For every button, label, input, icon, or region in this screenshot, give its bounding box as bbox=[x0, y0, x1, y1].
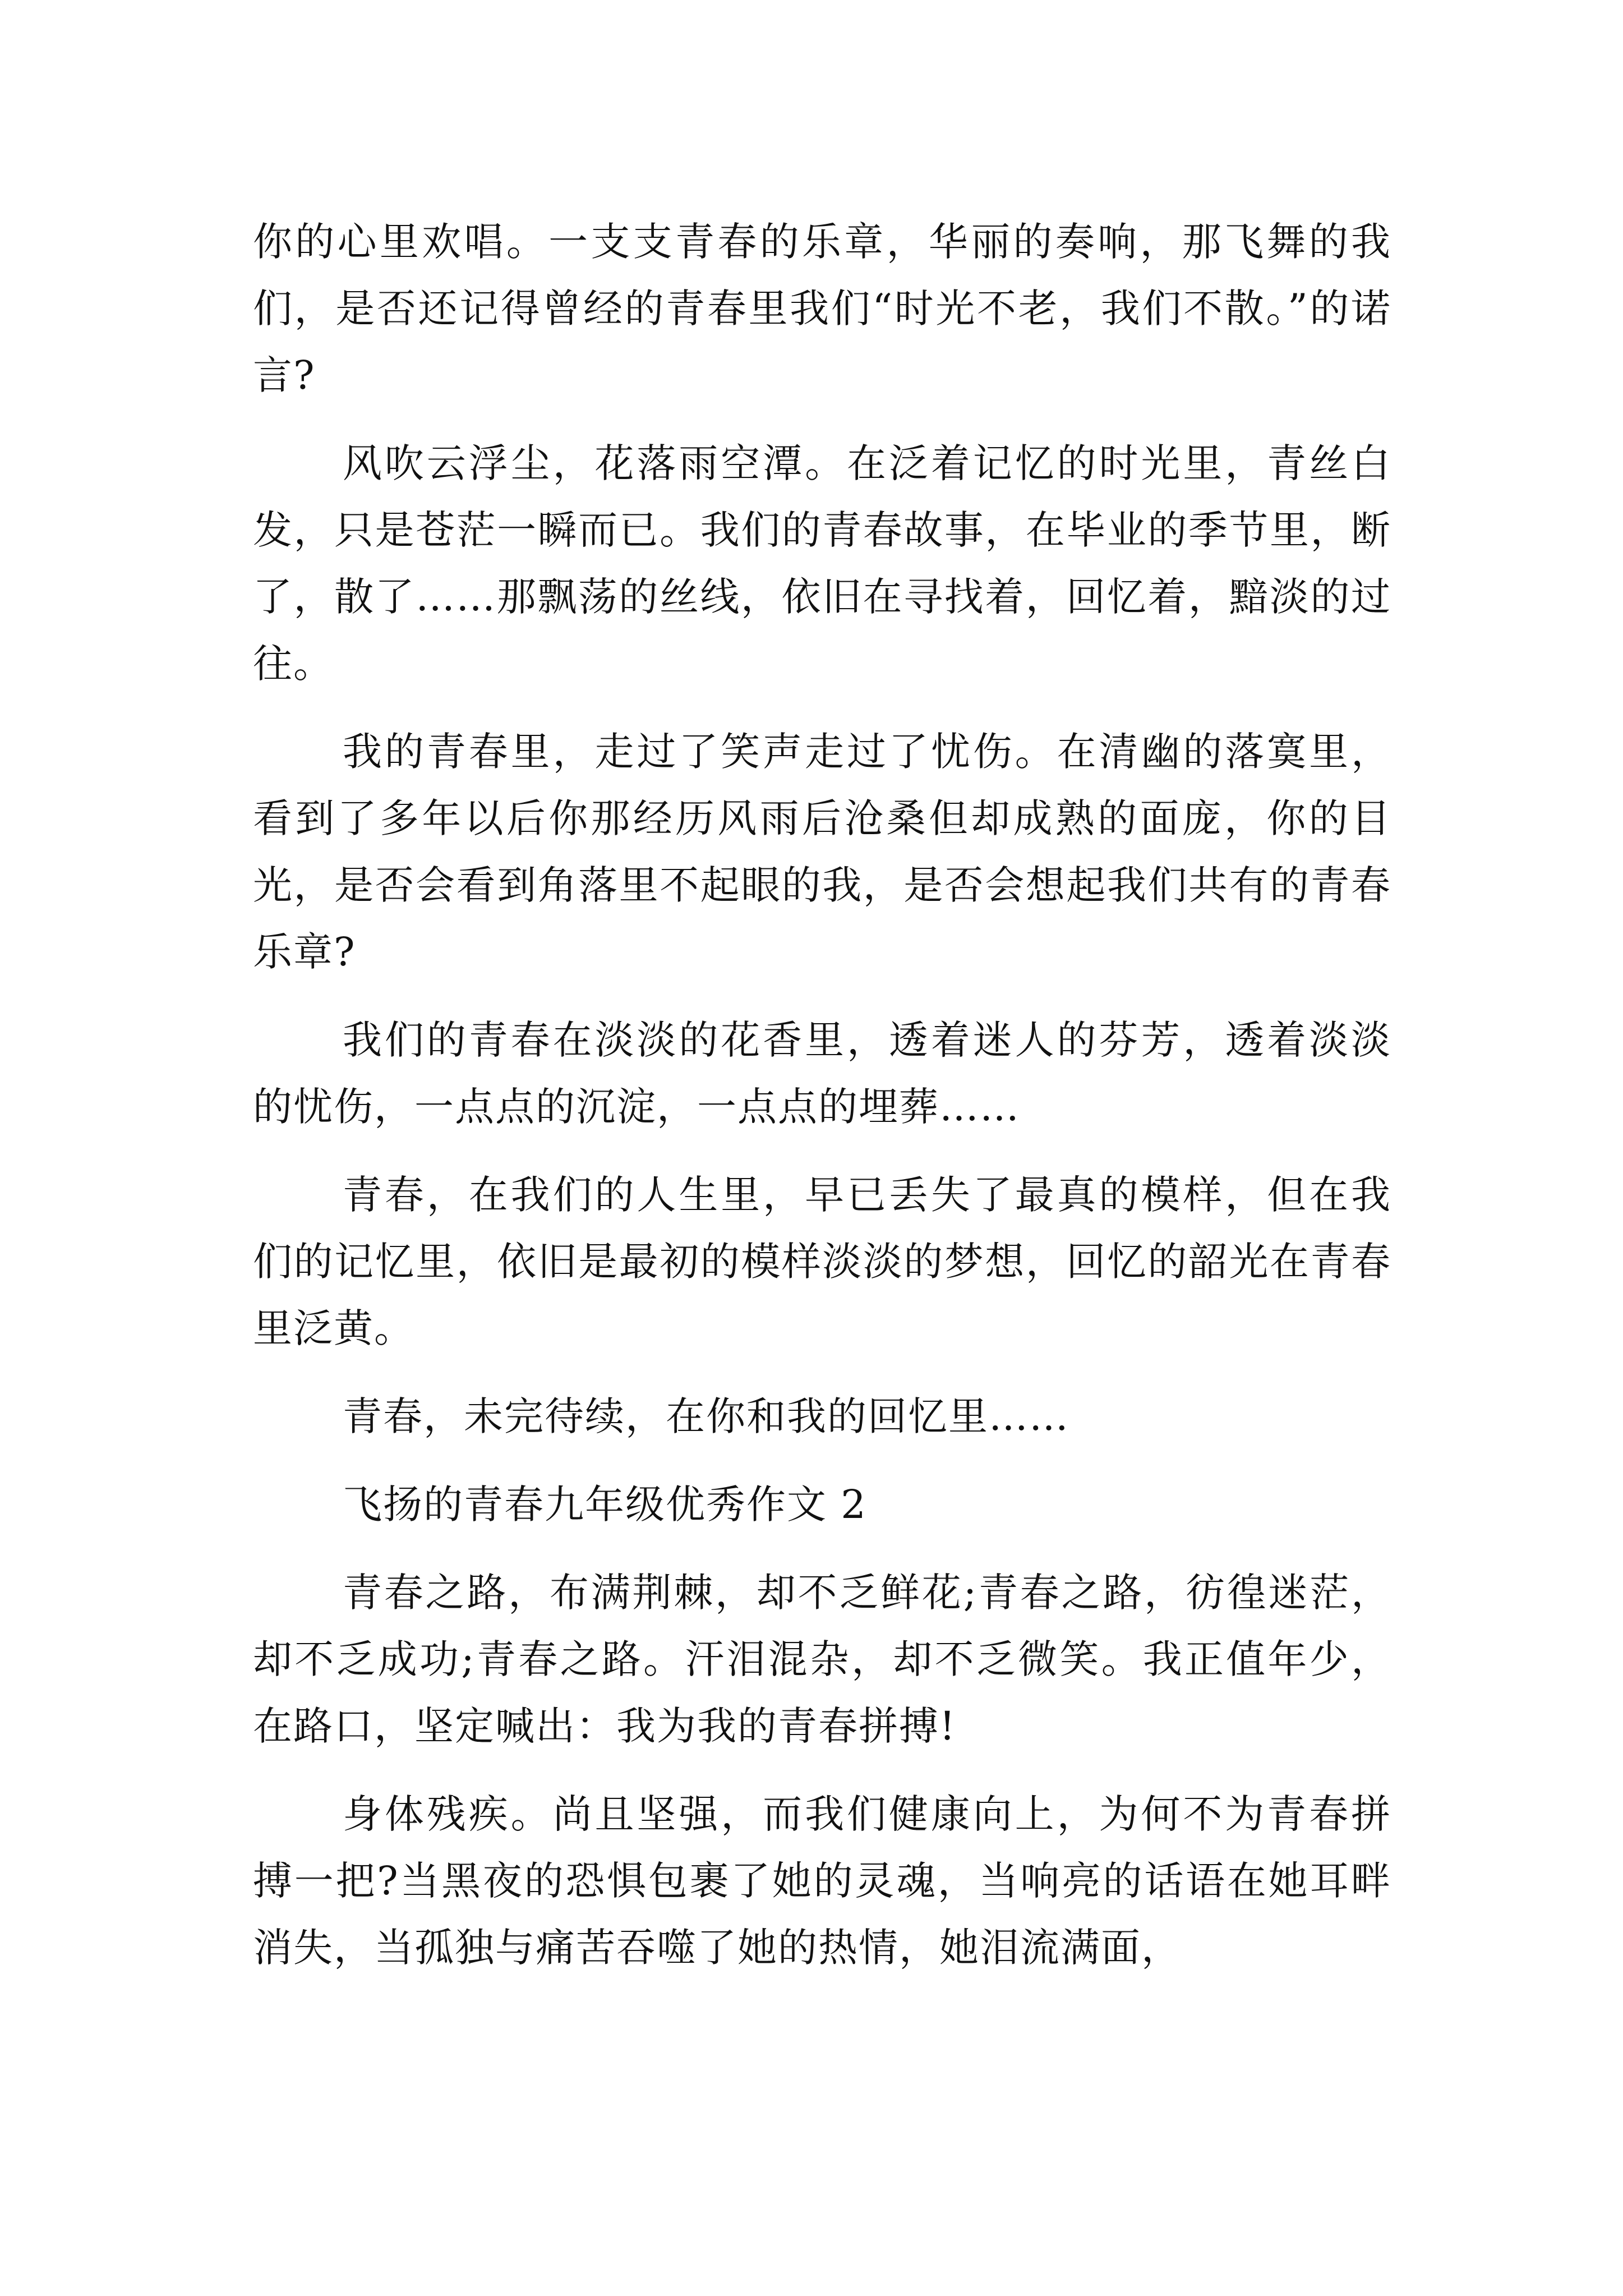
paragraph-continuation: 你的心里欢唱。一支支青春的乐章，华丽的奏响，那飞舞的我们，是否还记得曾经的青春里我们“时光不老，我们不散。”的诺言? bbox=[253, 219, 1391, 398]
paragraph: 青春，未完待续，在你和我的回忆里…… bbox=[343, 1393, 1069, 1439]
essay-title: 飞扬的青春九年级优秀作文 2 bbox=[343, 1481, 867, 1527]
paragraph: 青春，在我们的人生里，早已丢失了最真的模样，但在我们的记忆里，依旧是最初的模样淡淡的梦想，回忆的韶光在青春里泛黄。 bbox=[253, 1172, 1391, 1351]
document-body bbox=[253, 209, 1391, 2003]
paragraph: 风吹云浮尘，花落雨空潭。在泛着记忆的时光里，青丝白发，只是苍茫一瞬而已。我们的青春故事，在毕业的季节里，断了，散了……那飘荡的丝线，依旧在寻找着，回忆着，黯淡的过往。 bbox=[253, 440, 1391, 687]
paragraph: 我们的青春在淡淡的花香里，透着迷人的芬芳，透着淡淡的忧伤，一点点的沉淀，一点点的埋葬…… bbox=[253, 1017, 1391, 1130]
paragraph: 身体残疾。尚且坚强，而我们健康向上，为何不为青春拼搏一把?当黑夜的恐惧包裹了她的灵魂，当响亮的话语在她耳畔消失，当孤独与痛苦吞噬了她的热情，她泪流满面， bbox=[253, 1791, 1391, 1971]
paragraph: 青春之路，布满荆棘，却不乏鲜花;青春之路，彷徨迷茫，却不乏成功;青春之路。汗泪混杂，却不乏微笑。我正值年少，在路口，坚定喊出：我为我的青春拼搏! bbox=[253, 1570, 1391, 1749]
paragraph: 我的青春里，走过了笑声走过了忧伤。在清幽的落寞里，看到了多年以后你那经历风雨后沧桑但却成熟的面庞，你的目光，是否会看到角落里不起眼的我，是否会想起我们共有的青春乐章? bbox=[253, 729, 1391, 975]
